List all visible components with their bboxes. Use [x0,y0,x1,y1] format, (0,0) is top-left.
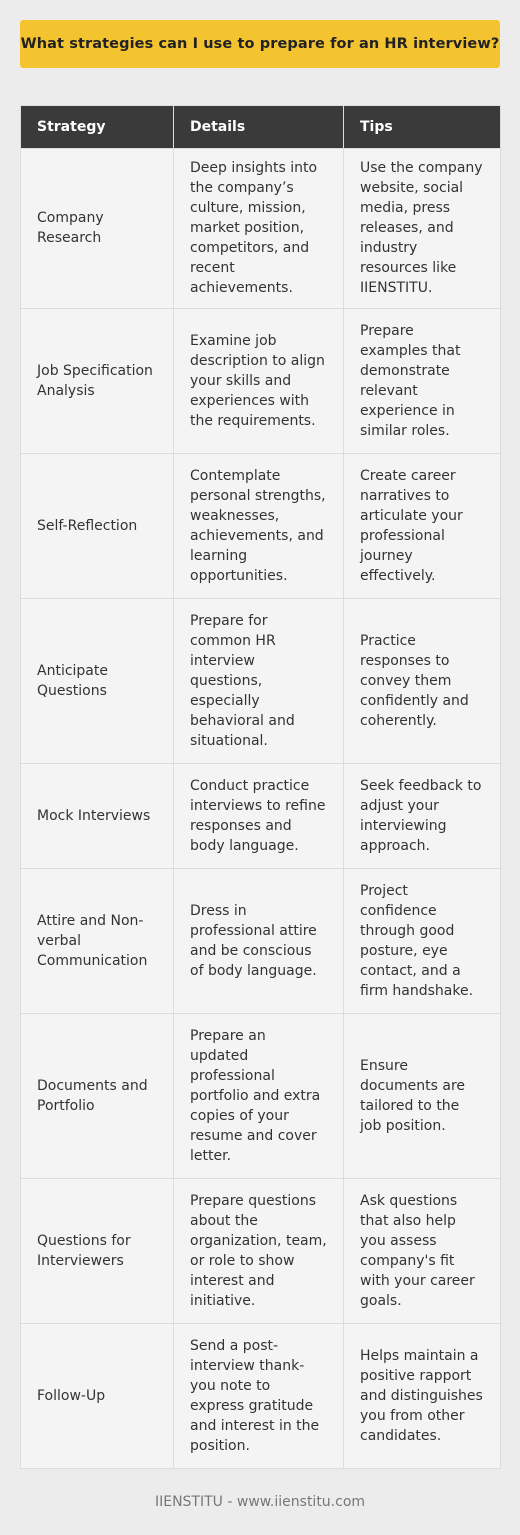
table-row [21,309,501,454]
header-details: Details [174,106,344,149]
details-cell: Prepare for common HR interview questions, especially behavioral and situational. [174,599,344,764]
table-row [21,599,501,764]
details-cell: Deep insights into the company’s culture, mission, market position, competitors, and recent achievements. [174,149,344,309]
footer-credit: IIENSTITU - www.iienstitu.com [154,1494,366,1510]
table-row [21,454,501,599]
strategy-cell: Attire and Non-verbal Communication [21,869,174,1014]
details-cell: Send a post-interview thank-you note to express gratitude and interest in the position. [174,1324,344,1469]
strategy-cell: Mock Interviews [21,764,174,869]
tips-cell: Project confidence through good posture, eye contact, and a firm handshake. [344,869,501,1014]
page-title: What strategies can I use to prepare for an HR interview? [20,36,500,52]
tips-cell: Prepare examples that demonstrate relevant experience in similar roles. [344,309,501,454]
details-cell: Prepare an updated professional portfolio and extra copies of your resume and cover letter. [174,1014,344,1179]
tips-cell: Practice responses to convey them confidently and coherently. [344,599,501,764]
title-banner [20,20,500,68]
details-cell: Contemplate personal strengths, weaknesses, achievements, and learning opportunities. [174,454,344,599]
details-cell: Dress in professional attire and be conscious of body language. [174,869,344,1014]
details-cell: Prepare questions about the organization, team, or role to show interest and initiative. [174,1179,344,1324]
tips-cell: Ensure documents are tailored to the job position. [344,1014,501,1179]
details-cell: Examine job description to align your skills and experiences with the requirements. [174,309,344,454]
header-strategy: Strategy [21,106,174,149]
tips-cell: Create career narratives to articulate your professional journey effectively. [344,454,501,599]
strategy-cell: Anticipate Questions [21,599,174,764]
tips-cell: Helps maintain a positive rapport and distinguishes you from other candidates. [344,1324,501,1469]
table-row [21,1324,501,1469]
details-cell: Conduct practice interviews to refine responses and body language. [174,764,344,869]
strategy-table [20,105,501,1469]
table-row [21,869,501,1014]
header-tips: Tips [344,106,501,149]
table-row [21,1179,501,1324]
strategy-cell: Company Research [21,149,174,309]
table-row [21,149,501,309]
strategy-cell: Follow-Up [21,1324,174,1469]
tips-cell: Ask questions that also help you assess company's fit with your career goals. [344,1179,501,1324]
tips-cell: Use the company website, social media, press releases, and industry resources like IIENSTITU. [344,149,501,309]
strategy-cell: Documents and Portfolio [21,1014,174,1179]
table-header-row [21,106,501,149]
strategy-cell: Job Specification Analysis [21,309,174,454]
table-row [21,1014,501,1179]
strategy-cell: Self-Reflection [21,454,174,599]
tips-cell: Seek feedback to adjust your interviewing approach. [344,764,501,869]
strategy-cell: Questions for Interviewers [21,1179,174,1324]
table-row [21,764,501,869]
